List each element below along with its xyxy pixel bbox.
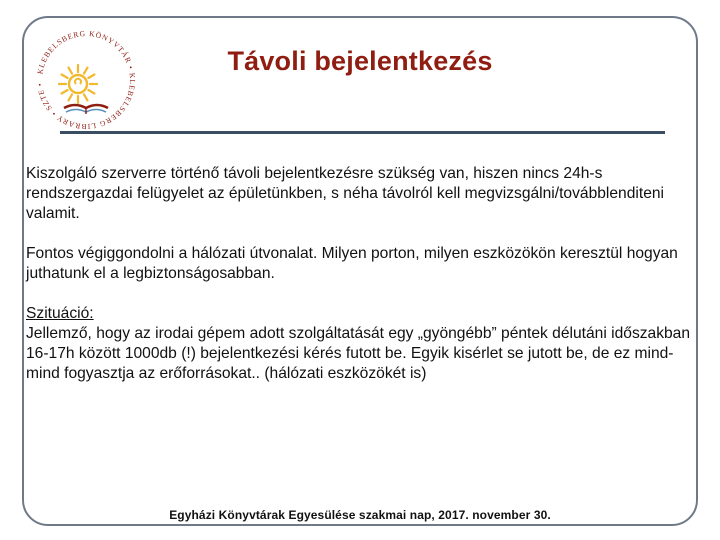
sun-ray bbox=[88, 75, 94, 79]
open-book-icon bbox=[64, 105, 108, 114]
sun-icon bbox=[59, 65, 97, 103]
logo-ring-text: KLEBELSBERG KÖNYVTÁR • KLEBELSBERG LIBRARY • SZTE • bbox=[35, 28, 138, 132]
slide-body bbox=[26, 164, 696, 384]
sun-ray bbox=[69, 68, 73, 74]
body-paragraph: Fontos végiggondolni a hálózati útvonalat. Milyen porton, milyen eszközökön keresztül hogyan juthatunk el a legbiztonságosabban. bbox=[26, 245, 678, 282]
sun-ray bbox=[84, 94, 88, 100]
sun-ray bbox=[62, 90, 68, 94]
title-divider bbox=[60, 131, 665, 134]
body-paragraph: Kiszolgáló szerverre történő távoli bejelentkezésre szükség van, hiszen nincs 24h-s rendszergazdai felügyelet az épületünkben, s néha távolról kell megvizsgálni/továbblenditeni valamit. bbox=[26, 165, 665, 222]
situation-heading: Szituáció: bbox=[26, 305, 94, 322]
library-logo bbox=[28, 22, 144, 138]
sun-ray bbox=[69, 94, 73, 100]
slide-title: Távoli bejelentkezés bbox=[227, 46, 493, 76]
situation-text: Jellemző, hogy az irodai gépem adott szolgáltatását egy „gyöngébb” péntek délutáni időszakban 16-17h között 1000db (!) bejelentkezési kérés futott be. Egyik kisérlet se jutott be, de ez mind-mind fogyasztja az erőforrásokat.. (hálózati eszközökét is) bbox=[26, 325, 691, 382]
slide-footer: Egyházi Könyvtárak Egyesülése szakmai nap, 2017. november 30. bbox=[169, 508, 551, 522]
sun-ray bbox=[88, 90, 94, 94]
sun-ray bbox=[84, 68, 88, 74]
sun-ray bbox=[62, 75, 68, 79]
